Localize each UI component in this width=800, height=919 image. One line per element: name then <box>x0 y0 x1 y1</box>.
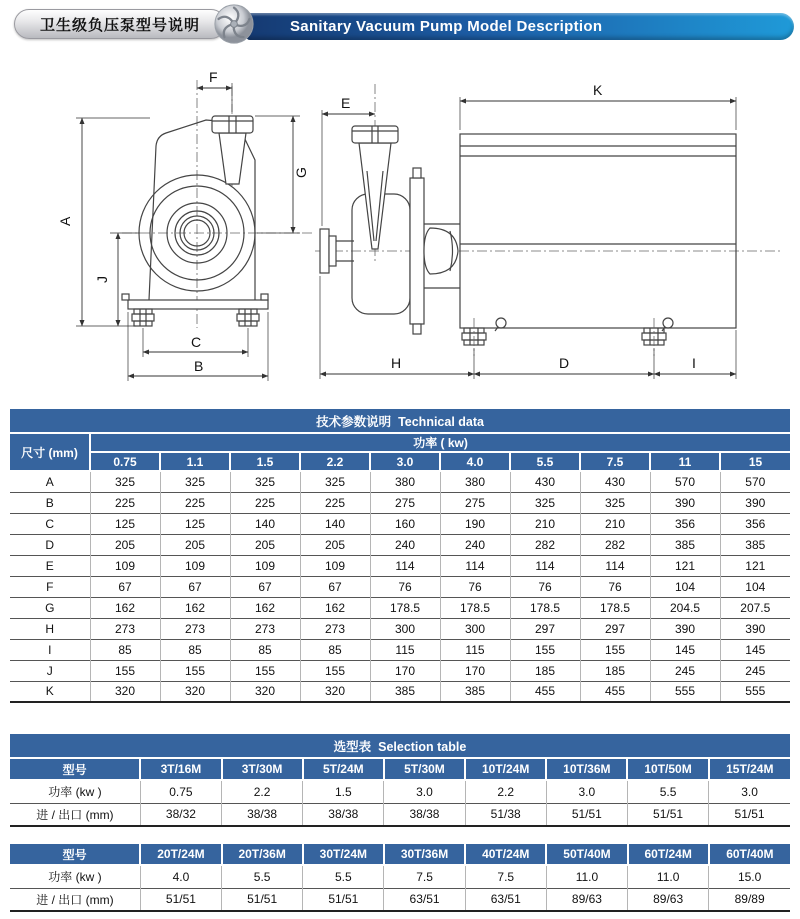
dimension-value: 162 <box>90 597 160 618</box>
model-code: 60T/40M <box>709 843 790 865</box>
selection-title-row <box>10 733 790 758</box>
dimension-value: 282 <box>510 534 580 555</box>
ports-value: 38/38 <box>384 803 465 826</box>
dimension-value: 109 <box>230 555 300 576</box>
dimension-value: 145 <box>650 639 720 660</box>
power-value: 1.5 <box>303 780 384 803</box>
dimension-value: 185 <box>580 660 650 681</box>
tech-row-d <box>10 534 790 555</box>
selection-row-power <box>10 780 790 803</box>
model-code: 20T/24M <box>140 843 221 865</box>
dimension-value: 225 <box>90 492 160 513</box>
dimension-value: 380 <box>370 471 440 492</box>
selection-row-label: 进 / 出口 (mm) <box>10 803 140 826</box>
dim-label-b: B <box>194 358 204 374</box>
page-title-zh: 卫生级负压泵型号说明 <box>39 16 200 34</box>
dimension-value: 205 <box>300 534 370 555</box>
ports-value: 51/51 <box>222 888 303 911</box>
dimension-value: 273 <box>160 618 230 639</box>
ports-value: 51/51 <box>140 888 221 911</box>
dimension-value: 297 <box>580 618 650 639</box>
technical-drawing <box>10 56 790 397</box>
dimension-value: 155 <box>510 639 580 660</box>
dimension-value: 207.5 <box>720 597 790 618</box>
tech-row-h <box>10 618 790 639</box>
ports-value: 38/32 <box>140 803 221 826</box>
dimension-value: 225 <box>300 492 370 513</box>
dimension-label: B <box>10 492 90 513</box>
ports-value: 51/51 <box>709 803 790 826</box>
dimension-value: 76 <box>370 576 440 597</box>
dimension-value: 178.5 <box>370 597 440 618</box>
model-code: 15T/24M <box>709 758 790 780</box>
dimension-value: 356 <box>720 513 790 534</box>
dimension-value: 430 <box>510 471 580 492</box>
power-value: 3.0 <box>546 780 627 803</box>
tech-header-row-1 <box>10 433 790 452</box>
model-code: 3T/30M <box>222 758 303 780</box>
dimension-value: 240 <box>440 534 510 555</box>
dimension-value: 140 <box>300 513 370 534</box>
dimension-value: 240 <box>370 534 440 555</box>
page-title-en: Sanitary Vacuum Pump Model Description <box>290 18 603 35</box>
dimension-value: 160 <box>370 513 440 534</box>
dimension-value: 114 <box>510 555 580 576</box>
dimension-value: 155 <box>300 660 370 681</box>
ports-value: 38/38 <box>303 803 384 826</box>
dimension-label: J <box>10 660 90 681</box>
dim-unit-header: 尺寸 (mm) <box>10 433 90 471</box>
dimension-value: 570 <box>650 471 720 492</box>
dimension-value: 300 <box>370 618 440 639</box>
power-value-header: 2.2 <box>300 452 370 471</box>
ports-value: 89/63 <box>546 888 627 911</box>
selection-row-label: 进 / 出口 (mm) <box>10 888 140 911</box>
dimension-value: 273 <box>300 618 370 639</box>
dimension-value: 178.5 <box>510 597 580 618</box>
dimension-value: 104 <box>720 576 790 597</box>
model-code: 5T/24M <box>303 758 384 780</box>
ports-value: 51/51 <box>546 803 627 826</box>
dimension-label: A <box>10 471 90 492</box>
model-code: 30T/24M <box>303 843 384 865</box>
dimension-value: 273 <box>230 618 300 639</box>
dimension-value: 67 <box>300 576 370 597</box>
side-view-drawing <box>315 82 780 379</box>
dimension-value: 76 <box>580 576 650 597</box>
dimension-value: 300 <box>440 618 510 639</box>
model-code: 5T/30M <box>384 758 465 780</box>
dimension-value: 325 <box>300 471 370 492</box>
dim-label-c: C <box>191 334 202 350</box>
header-blue-bar <box>246 13 794 40</box>
selection-table-1 <box>10 732 790 827</box>
selection-row-power <box>10 865 790 888</box>
model-code: 10T/24M <box>465 758 546 780</box>
dimension-value: 114 <box>580 555 650 576</box>
dimension-value: 570 <box>720 471 790 492</box>
dimension-label: K <box>10 681 90 702</box>
dim-label-g: G <box>293 167 309 178</box>
dimension-value: 455 <box>510 681 580 702</box>
dimension-value: 170 <box>370 660 440 681</box>
tech-row-g <box>10 597 790 618</box>
dimension-value: 380 <box>440 471 510 492</box>
dimension-value: 155 <box>160 660 230 681</box>
power-value: 11.0 <box>628 865 709 888</box>
dimension-value: 67 <box>90 576 160 597</box>
power-value-header: 11 <box>650 452 720 471</box>
dimension-value: 275 <box>370 492 440 513</box>
tech-table-title: 技术参数说明 Technical data <box>10 408 790 433</box>
model-code: 3T/16M <box>140 758 221 780</box>
dimension-value: 67 <box>230 576 300 597</box>
selection-row-label: 型号 <box>10 758 140 780</box>
dimension-value: 320 <box>160 681 230 702</box>
selection-row-model <box>10 843 790 865</box>
dimension-value: 109 <box>160 555 230 576</box>
tech-row-e <box>10 555 790 576</box>
dimension-value: 185 <box>510 660 580 681</box>
dimension-value: 67 <box>160 576 230 597</box>
ports-value: 63/51 <box>384 888 465 911</box>
dimension-label: G <box>10 597 90 618</box>
power-value-header: 3.0 <box>370 452 440 471</box>
dimension-value: 109 <box>90 555 160 576</box>
dimension-value: 210 <box>580 513 650 534</box>
dimension-value: 125 <box>90 513 160 534</box>
dimension-value: 162 <box>160 597 230 618</box>
power-value-header: 15 <box>720 452 790 471</box>
dimension-value: 178.5 <box>580 597 650 618</box>
power-value: 5.5 <box>303 865 384 888</box>
dimension-value: 190 <box>440 513 510 534</box>
dimension-value: 145 <box>720 639 790 660</box>
selection-row-ports <box>10 888 790 911</box>
dimension-value: 121 <box>650 555 720 576</box>
dimension-label: H <box>10 618 90 639</box>
ports-value: 51/51 <box>303 888 384 911</box>
dimension-label: E <box>10 555 90 576</box>
selection-table-2 <box>10 842 790 912</box>
dim-label-d: D <box>559 355 570 371</box>
tech-header-row-2 <box>10 452 790 471</box>
dimension-value: 125 <box>160 513 230 534</box>
power-value-header: 5.5 <box>510 452 580 471</box>
selection-row-label: 功率 (kw ) <box>10 865 140 888</box>
dimension-value: 275 <box>440 492 510 513</box>
model-code: 10T/50M <box>627 758 708 780</box>
dimension-value: 320 <box>300 681 370 702</box>
tech-row-a <box>10 471 790 492</box>
dimension-label: C <box>10 513 90 534</box>
model-code: 30T/36M <box>384 843 465 865</box>
dimension-value: 155 <box>230 660 300 681</box>
power-value: 3.0 <box>709 780 790 803</box>
dim-label-a: A <box>57 216 73 226</box>
dimension-value: 115 <box>370 639 440 660</box>
tech-row-j <box>10 660 790 681</box>
dimension-value: 390 <box>720 492 790 513</box>
dimension-value: 320 <box>230 681 300 702</box>
dim-label-f: F <box>209 69 218 85</box>
dimension-value: 115 <box>440 639 510 660</box>
selection-row-label: 型号 <box>10 843 140 865</box>
power-value: 15.0 <box>709 865 790 888</box>
model-code: 60T/24M <box>628 843 709 865</box>
dimension-value: 170 <box>440 660 510 681</box>
dim-label-e: E <box>341 95 351 111</box>
tech-row-b <box>10 492 790 513</box>
power-value: 2.2 <box>465 780 546 803</box>
ports-value: 63/51 <box>465 888 546 911</box>
power-value: 3.0 <box>384 780 465 803</box>
ports-value: 89/63 <box>628 888 709 911</box>
dimension-value: 325 <box>160 471 230 492</box>
dimension-value: 320 <box>90 681 160 702</box>
dimension-value: 390 <box>720 618 790 639</box>
ports-value: 51/38 <box>465 803 546 826</box>
dimension-value: 104 <box>650 576 720 597</box>
dimension-value: 85 <box>300 639 370 660</box>
dimension-value: 155 <box>580 639 650 660</box>
tech-row-f <box>10 576 790 597</box>
page-header <box>0 0 800 48</box>
dimension-value: 210 <box>510 513 580 534</box>
dimension-label: I <box>10 639 90 660</box>
power-value: 11.0 <box>546 865 627 888</box>
dimension-value: 325 <box>90 471 160 492</box>
dimension-value: 225 <box>160 492 230 513</box>
dimension-value: 85 <box>230 639 300 660</box>
model-code: 50T/40M <box>546 843 627 865</box>
impeller-icon <box>212 2 256 46</box>
dimension-value: 555 <box>650 681 720 702</box>
dimension-value: 76 <box>510 576 580 597</box>
dimension-value: 85 <box>160 639 230 660</box>
dimension-label: D <box>10 534 90 555</box>
dimension-value: 273 <box>90 618 160 639</box>
front-view-drawing <box>57 69 312 381</box>
dimension-value: 114 <box>370 555 440 576</box>
dimension-value: 225 <box>230 492 300 513</box>
dimension-value: 390 <box>650 618 720 639</box>
dimension-value: 385 <box>370 681 440 702</box>
power-value: 7.5 <box>384 865 465 888</box>
power-value: 5.5 <box>627 780 708 803</box>
dimension-value: 155 <box>90 660 160 681</box>
tech-row-c <box>10 513 790 534</box>
power-value: 2.2 <box>222 780 303 803</box>
ports-value: 89/89 <box>709 888 790 911</box>
dim-label-i: I <box>692 355 696 371</box>
header-silver-pill <box>14 9 226 39</box>
dim-label-j: J <box>94 276 110 283</box>
power-value: 7.5 <box>465 865 546 888</box>
selection-row-label: 功率 (kw ) <box>10 780 140 803</box>
model-code: 10T/36M <box>546 758 627 780</box>
power-header: 功率 ( kw) <box>90 433 790 452</box>
ports-value: 38/38 <box>222 803 303 826</box>
tech-row-i <box>10 639 790 660</box>
dimension-value: 325 <box>510 492 580 513</box>
dimension-value: 140 <box>230 513 300 534</box>
dimension-value: 282 <box>580 534 650 555</box>
power-value: 0.75 <box>140 780 221 803</box>
dimension-value: 455 <box>580 681 650 702</box>
power-value-header: 4.0 <box>440 452 510 471</box>
ports-value: 51/51 <box>627 803 708 826</box>
tech-title-row <box>10 408 790 433</box>
dimension-value: 114 <box>440 555 510 576</box>
dimension-value: 385 <box>650 534 720 555</box>
dimension-value: 205 <box>160 534 230 555</box>
dimension-value: 205 <box>90 534 160 555</box>
selection-table-title: 选型表 Selection table <box>10 733 790 758</box>
model-code: 20T/36M <box>222 843 303 865</box>
dimension-value: 430 <box>580 471 650 492</box>
dimension-value: 162 <box>230 597 300 618</box>
selection-row-model <box>10 758 790 780</box>
power-value: 4.0 <box>140 865 221 888</box>
dimension-value: 390 <box>650 492 720 513</box>
dimension-value: 245 <box>650 660 720 681</box>
dim-label-k: K <box>593 82 603 98</box>
dimension-value: 385 <box>720 534 790 555</box>
dimension-value: 297 <box>510 618 580 639</box>
dimension-value: 385 <box>440 681 510 702</box>
power-value-header: 7.5 <box>580 452 650 471</box>
model-code: 40T/24M <box>465 843 546 865</box>
dimension-value: 555 <box>720 681 790 702</box>
dimension-value: 356 <box>650 513 720 534</box>
dimension-value: 204.5 <box>650 597 720 618</box>
dimension-value: 205 <box>230 534 300 555</box>
dimension-value: 245 <box>720 660 790 681</box>
dimension-label: F <box>10 576 90 597</box>
dimension-value: 109 <box>300 555 370 576</box>
dimension-value: 178.5 <box>440 597 510 618</box>
dimension-value: 325 <box>230 471 300 492</box>
power-value: 5.5 <box>222 865 303 888</box>
dimension-value: 85 <box>90 639 160 660</box>
dimension-value: 121 <box>720 555 790 576</box>
technical-data-table <box>10 407 790 703</box>
tech-row-k <box>10 681 790 702</box>
dimension-value: 162 <box>300 597 370 618</box>
power-value-header: 1.5 <box>230 452 300 471</box>
dim-label-h: H <box>391 355 402 371</box>
dimension-value: 325 <box>580 492 650 513</box>
dimension-value: 76 <box>440 576 510 597</box>
power-value-header: 0.75 <box>90 452 160 471</box>
selection-row-ports <box>10 803 790 826</box>
power-value-header: 1.1 <box>160 452 230 471</box>
